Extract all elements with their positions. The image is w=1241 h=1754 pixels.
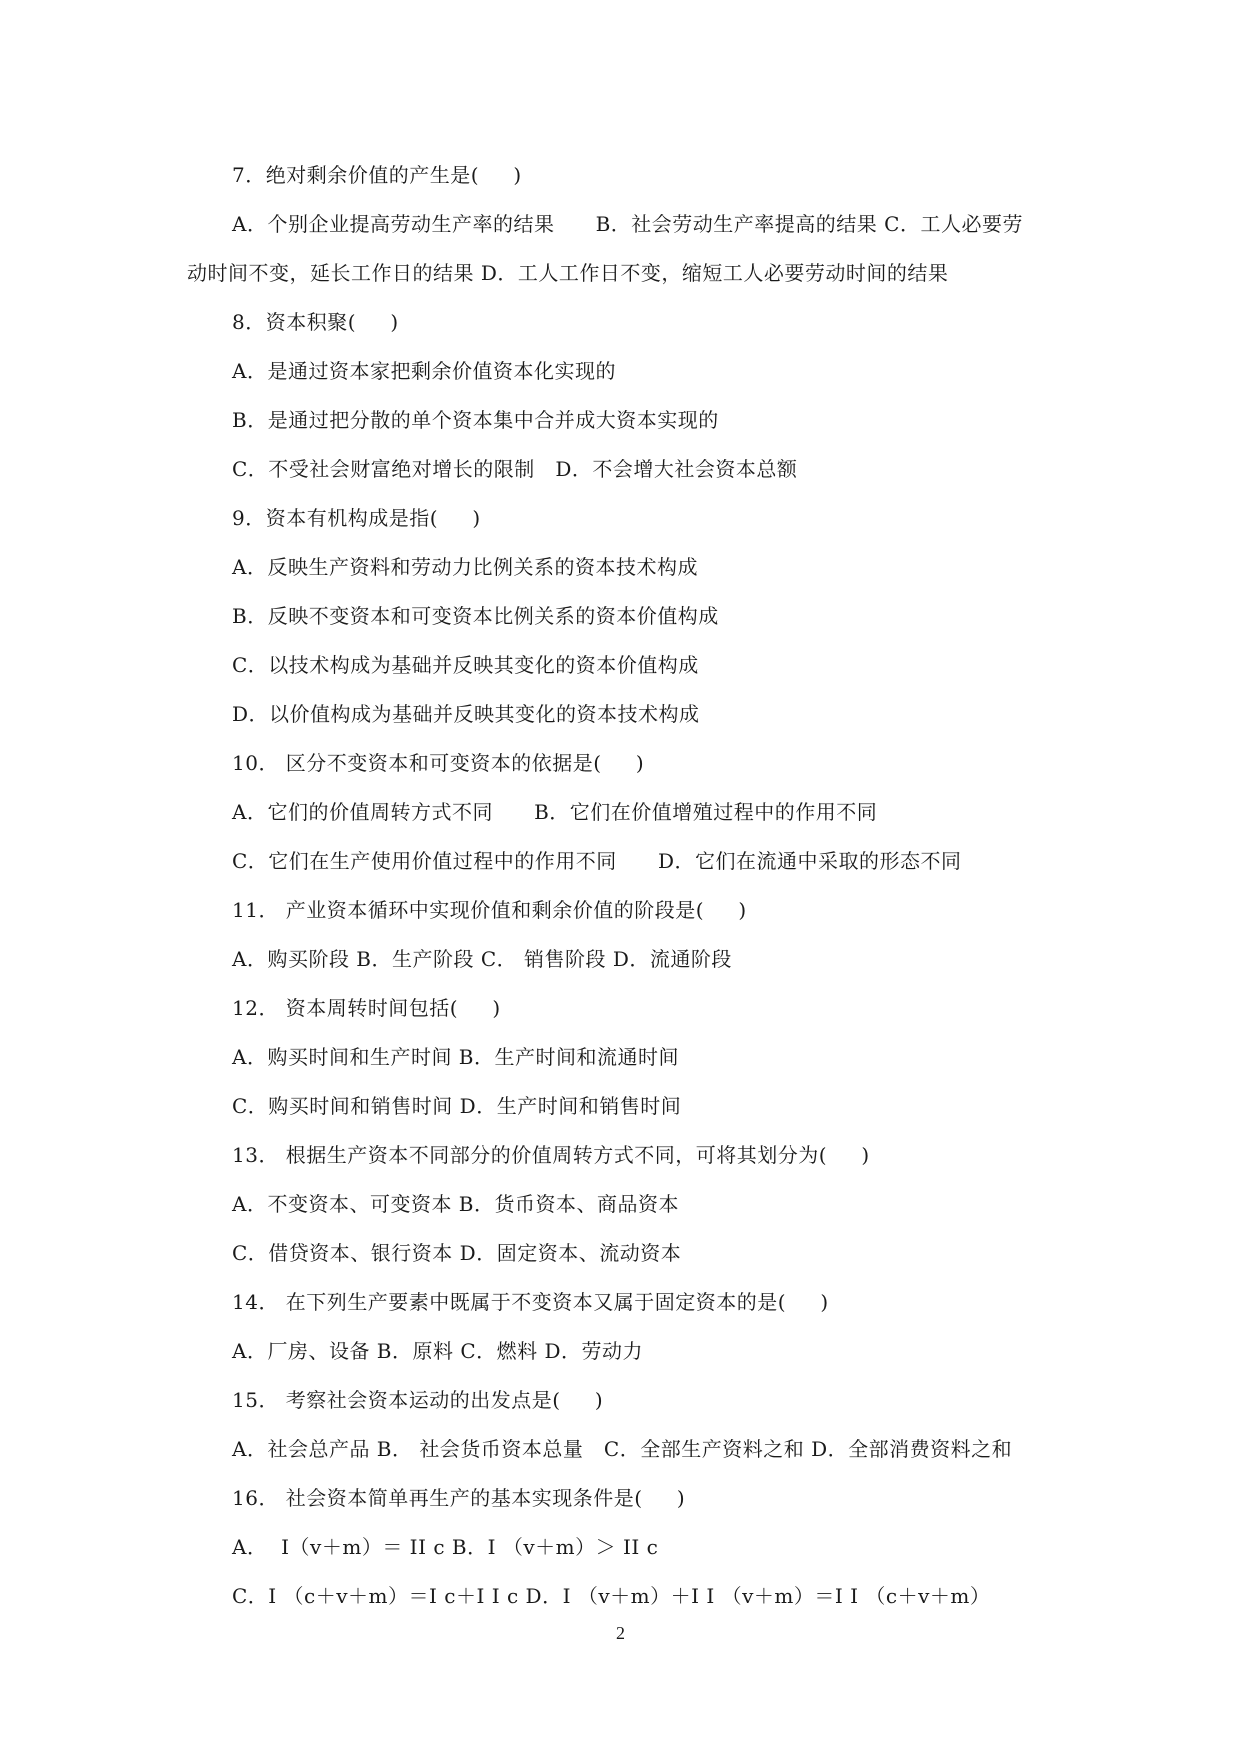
question-8-option-b: B．是通过把分散的单个资本集中合并成大资本实现的 bbox=[232, 408, 719, 432]
question-8-options-c-d: C．不受社会财富绝对增长的限制 D．不会增大社会资本总额 bbox=[232, 457, 798, 481]
question-13: 13． 根据生产资本不同部分的价值周转方式不同，可将其划分为( ) bbox=[232, 1143, 870, 1167]
question-10: 10． 区分不变资本和可变资本的依据是( ) bbox=[232, 751, 645, 775]
question-9-option-a: A．反映生产资料和劳动力比例关系的资本技术构成 bbox=[232, 555, 698, 579]
question-13-options-a-b: A．不变资本、可变资本 B．货币资本、商品资本 bbox=[232, 1192, 679, 1216]
question-9: 9．资本有机构成是指( ) bbox=[232, 506, 481, 530]
question-10-options-a-b: A．它们的价值周转方式不同 B．它们在价值增殖过程中的作用不同 bbox=[232, 800, 878, 824]
question-9-option-d: D．以价值构成为基础并反映其变化的资本技术构成 bbox=[232, 702, 700, 726]
page-number: 2 bbox=[616, 1623, 625, 1643]
question-11: 11． 产业资本循环中实现价值和剩余价值的阶段是( ) bbox=[232, 898, 747, 922]
question-8-option-a: A．是通过资本家把剩余价值资本化实现的 bbox=[232, 359, 616, 383]
question-11-options: A．购买阶段 B．生产阶段 C． 销售阶段 D．流通阶段 bbox=[232, 947, 732, 971]
question-16-options-a-b: A． I（v＋m）＝ II c B．I （v＋m）＞ II c bbox=[232, 1535, 659, 1559]
question-9-option-b: B．反映不变资本和可变资本比例关系的资本价值构成 bbox=[232, 604, 719, 628]
question-14-options: A．厂房、设备 B．原料 C．燃料 D．劳动力 bbox=[232, 1339, 644, 1363]
question-15: 15． 考察社会资本运动的出发点是( ) bbox=[232, 1388, 604, 1412]
question-16: 16． 社会资本简单再生产的基本实现条件是( ) bbox=[232, 1486, 686, 1510]
question-16-options-c-d: C．I （c＋v＋m）＝I c＋I I c D．I （v＋m）＋I I （v＋m）＝I I （c＋v＋m） bbox=[232, 1584, 991, 1608]
question-8: 8．资本积聚( ) bbox=[232, 310, 399, 334]
question-12-options-c-d: C．购买时间和销售时间 D．生产时间和销售时间 bbox=[232, 1094, 682, 1118]
question-12-options-a-b: A．购买时间和生产时间 B．生产时间和流通时间 bbox=[232, 1045, 679, 1069]
question-9-option-c: C．以技术构成为基础并反映其变化的资本价值构成 bbox=[232, 653, 699, 677]
question-7-options-line-1: A．个别企业提高劳动生产率的结果 B．社会劳动生产率提高的结果 C．工人必要劳 bbox=[232, 212, 1023, 236]
question-15-options: A．社会总产品 B． 社会货币资本总量 C．全部生产资料之和 D．全部消费资料之和 bbox=[232, 1437, 1013, 1461]
question-13-options-c-d: C．借贷资本、银行资本 D．固定资本、流动资本 bbox=[232, 1241, 682, 1265]
question-7: 7．绝对剩余价值的产生是( ) bbox=[232, 163, 522, 187]
question-12: 12． 资本周转时间包括( ) bbox=[232, 996, 501, 1020]
question-14: 14． 在下列生产要素中既属于不变资本又属于固定资本的是( ) bbox=[232, 1290, 829, 1314]
question-7-options-line-2: 动时间不变，延长工作日的结果 D．工人工作日不变，缩短工人必要劳动时间的结果 bbox=[187, 261, 949, 285]
question-10-options-c-d: C．它们在生产使用价值过程中的作用不同 D．它们在流通中采取的形态不同 bbox=[232, 849, 962, 873]
